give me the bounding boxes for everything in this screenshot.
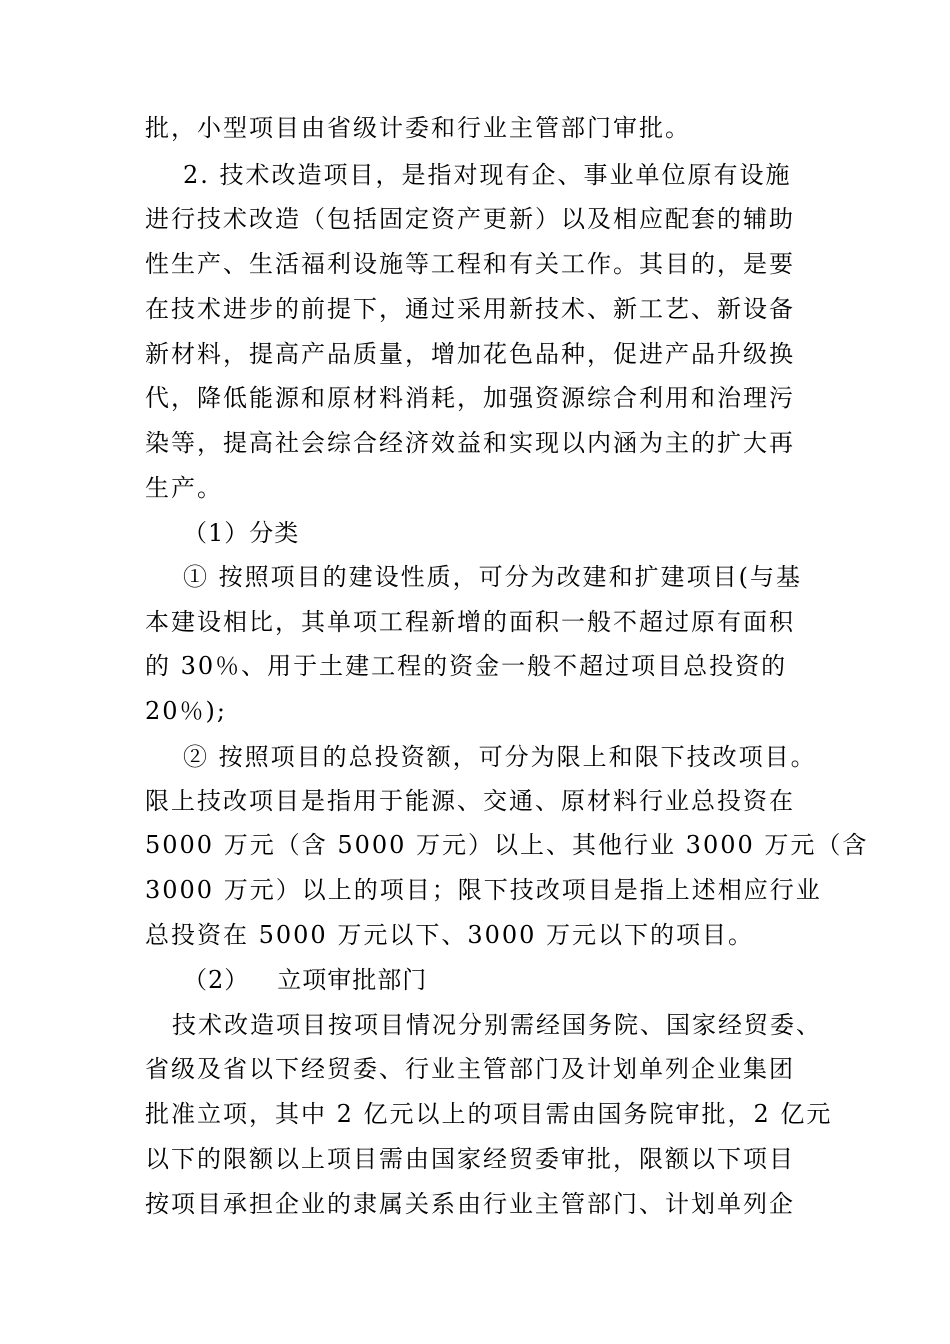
text-line: 20％); bbox=[145, 697, 227, 725]
section-heading bbox=[183, 964, 823, 996]
text-line: 3000 万元）以上的项目；限下技改项目是指上述相应行业 bbox=[145, 876, 822, 904]
text-line: 按项目承担企业的隶属关系由行业主管部门、计划单列企 bbox=[145, 1190, 795, 1218]
section-title: 立项审批部门 bbox=[277, 966, 428, 994]
text-line: 性生产、生活福利设施等工程和有关工作。其目的，是要 bbox=[145, 250, 795, 278]
text-line: 5000 万元（含 5000 万元）以上、其他行业 3000 万元（含 bbox=[145, 831, 869, 859]
text-line: 限上技改项目是指用于能源、交通、原材料行业总投资在 bbox=[145, 787, 795, 815]
text-line: 技术改造项目按项目情况分别需经国务院、国家经贸委、 bbox=[172, 1011, 822, 1039]
text-line: 代，降低能源和原材料消耗，加强资源综合利用和治理污 bbox=[145, 384, 795, 412]
text-line: 2. 技术改造项目，是指对现有企、事业单位原有设施 bbox=[183, 161, 792, 189]
text-line: 批，小型项目由省级计委和行业主管部门审批。 bbox=[145, 114, 691, 142]
text-line: ② 按照项目的总投资额，可分为限上和限下技改项目。 bbox=[183, 743, 817, 771]
text-line: 以下的限额以上项目需由国家经贸委审批，限额以下项目 bbox=[145, 1145, 795, 1173]
section-number: （2） bbox=[183, 966, 250, 994]
text-line: 的 30％、用于土建工程的资金一般不超过项目总投资的 bbox=[145, 652, 788, 680]
text-line: 批准立项，其中 2 亿元以上的项目需由国务院审批，2 亿元 bbox=[145, 1100, 833, 1128]
text-line: 进行技术改造（包括固定资产更新）以及相应配套的辅助 bbox=[145, 205, 795, 233]
text-line: 新材料，提高产品质量，增加花色品种，促进产品升级换 bbox=[145, 340, 795, 368]
section-heading: （1）分类 bbox=[183, 519, 300, 547]
text-line: 染等，提高社会综合经济效益和实现以内涵为主的扩大再 bbox=[145, 429, 795, 457]
text-line: 在技术进步的前提下，通过采用新技术、新工艺、新设备 bbox=[145, 295, 795, 323]
text-line: 本建设相比，其单项工程新增的面积一般不超过原有面积 bbox=[145, 608, 795, 636]
text-line: 省级及省以下经贸委、行业主管部门及计划单列企业集团 bbox=[145, 1055, 795, 1083]
text-line: ① 按照项目的建设性质，可分为改建和扩建项目(与基 bbox=[183, 563, 802, 591]
text-line: 总投资在 5000 万元以下、3000 万元以下的项目。 bbox=[145, 921, 755, 949]
text-line: 生产。 bbox=[145, 474, 223, 502]
